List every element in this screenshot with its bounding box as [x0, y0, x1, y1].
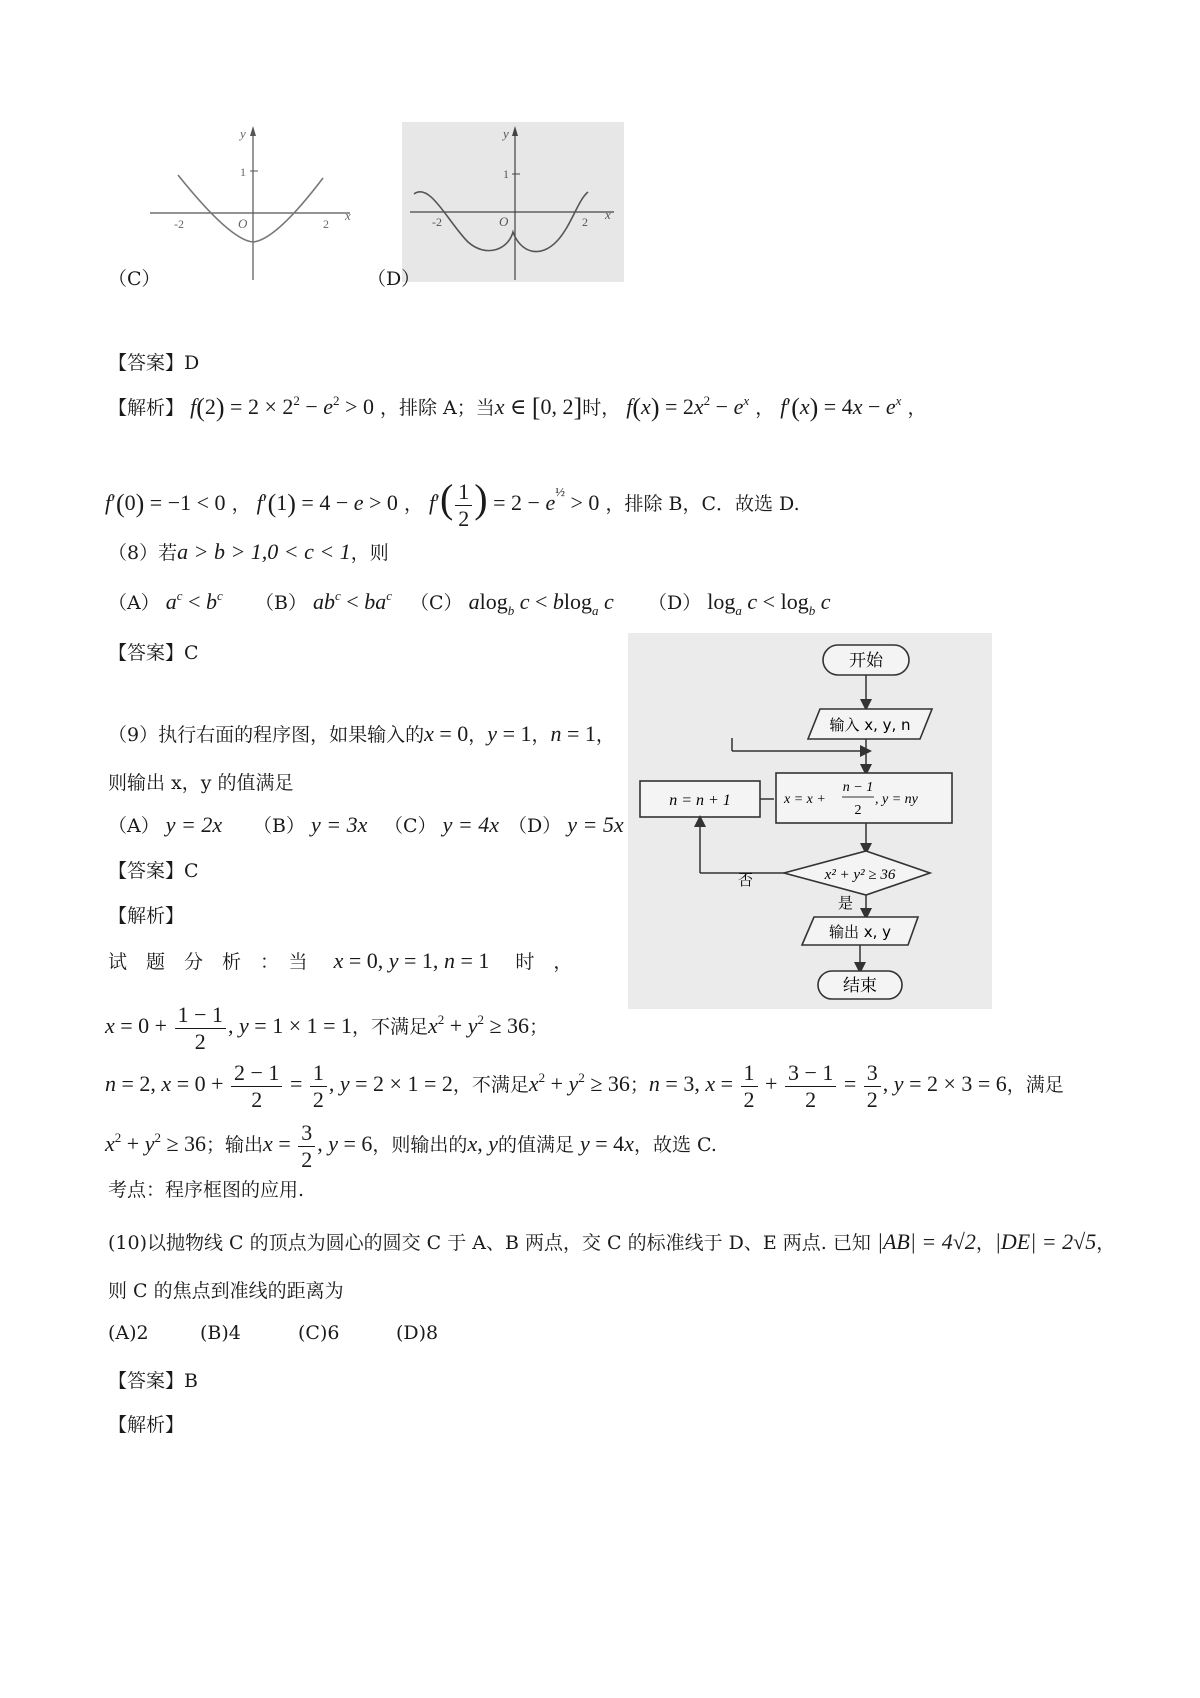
graph-d-origin-label: O [499, 214, 509, 229]
answer-value: C [184, 642, 199, 664]
q7-answer [108, 348, 199, 375]
flow-no-label: 否 [738, 871, 754, 889]
q8-answer [108, 638, 199, 665]
q10-answer [108, 1366, 198, 1393]
graph-d-x-label: x [605, 207, 611, 222]
answer-value: B [184, 1370, 198, 1392]
q8-option-c: （C） [410, 592, 463, 614]
analysis-label: 【解析】 [108, 397, 185, 419]
graph-d-y-label: y [503, 126, 509, 141]
q9-option-b: （B） [253, 815, 305, 837]
flow-update-xy-b: , y = ny [875, 792, 918, 807]
q9-answer [108, 856, 199, 883]
q9-stem-line1: （9）执行右面的程序图，如果输入的x = 0，y = 1，n = 1， [108, 721, 615, 746]
q7-analysis-line2: f′(0) = −1 < 0 ， f′(1) = 4 − e > 0 ， f′( $\frac{1}{2}$ ) = $2 - e^{\frac{1}{2}} > 0$ ，排除 B，C．故选 D. [105, 476, 800, 531]
graph-c-one-label: 1 [240, 165, 246, 179]
graph-c-2-label: 2 [323, 217, 329, 231]
q8-option-b: （B） [255, 592, 307, 614]
q9-option-d: （D） [508, 815, 562, 837]
q10-option-b: (B)4 [200, 1322, 241, 1344]
answer-value: D [184, 352, 200, 374]
graph-d-one-label: 1 [503, 167, 509, 181]
graph-d-option: （D） [367, 268, 421, 290]
q8-condition: a > b > 1,0 < c < 1 [177, 539, 351, 564]
graph-d-2-label: 2 [582, 215, 588, 229]
q9-option-c-value: y = 4x [442, 812, 499, 837]
q9-option-d-wrap [508, 811, 624, 838]
q9-analysis-line3: n = 2, x = 0 + $\frac{2 - 1}{2}$ = $\frac{1}{2}$ , y = 2 × 1 = 2，不满足$x^2 + y^2 \ge 36$；n = 3, x = $\frac{1}{2}$ + $\frac{3 - 1}{2}$ = $\frac{3}{2}$ , y = 2 × 3 = 6，满足 [105, 1059, 1064, 1112]
q9-analysis-start: 试 题 分 析 ： 当 [108, 951, 308, 973]
answer-label: 【答案】 [108, 352, 185, 374]
graph-d [402, 122, 624, 282]
flow-input-label: 输入 x, y, n [829, 716, 911, 734]
q8-options: （A） $a^c < b^c$ [108, 588, 223, 614]
q10-stem-text: (10)以抛物线 C 的顶点为圆心的圆交 C 于 A、B 两点，交 C 的标准线于 D、E 两点. 已知 [108, 1232, 871, 1254]
flow-yes-label: 是 [838, 894, 854, 912]
flow-update-xy-a: x = x + [784, 792, 826, 807]
flow-update-xy-num: n − 1 [842, 780, 874, 795]
q7-text-1: ，排除 A；当 [380, 397, 495, 419]
q9-option-a-value: y = 2x [165, 812, 223, 837]
q9-option-c-wrap [384, 811, 499, 838]
q10-de: |DE| = 2√5 [994, 1229, 1097, 1254]
q8-option-c-wrap: （C） alog$_b$ c < blog$_a$ c [410, 589, 614, 618]
q7-text-2: 时， [582, 397, 621, 419]
graph-c [140, 120, 365, 285]
q9-stem-text: （9）执行右面的程序图，如果输入的 [108, 724, 425, 746]
q9-when: 时 ， [515, 951, 573, 973]
graph-c-y-label: y [240, 126, 246, 141]
q8-number: （8）若 [108, 542, 178, 564]
flowchart-svg [628, 633, 992, 1009]
formula: f [190, 394, 197, 419]
flow-update-xy-den: 2 [854, 803, 862, 818]
answer-value: C [184, 860, 199, 882]
q8-stem [108, 538, 389, 565]
q8-option-b-wrap: （B） $ab^c < ba^c$ [255, 588, 392, 614]
flowchart [628, 633, 992, 1009]
q9-analysis-line4: $x^2 + y^2 \ge 36$；输出x = $\frac{3}{2}$ , y = 6，则输出的x, y的值满足 y = 4x，故选 C. [105, 1119, 717, 1172]
q9-option-b-value: y = 3x [311, 812, 368, 837]
q9-option-a: （A） [108, 815, 160, 837]
flow-output-label: 输出 x, y [828, 923, 892, 941]
q8-option-d-wrap: （D） $\log_a c < \log_b c$ [648, 589, 831, 618]
q9-option-d-value: y = 5x [567, 812, 624, 837]
graph-c-plot [140, 120, 365, 285]
flow-update-n-label: n = n + 1 [669, 792, 731, 809]
q9-analysis-line1: 试 题 分 析 ： 当 x = 0, y = 1, n = 1 时 ， [108, 948, 573, 973]
answer-label: 【答案】 [108, 1370, 185, 1392]
q9-stem-line2: 则输出 x，y 的值满足 [108, 772, 294, 794]
q9-analysis-label: 【解析】 [108, 905, 185, 927]
q9-option-b-wrap [253, 811, 367, 838]
q7-analysis-line1: 【解析】 $f(2) = 2 \times 2^2 - e^2 > 0$ ，排除 A；当x ∈ [0, 2]时， $f(x) = 2x^2 - e^x$ ， $f'(x) = 4x - e^x$ ， [108, 393, 927, 422]
q9-analysis-line2: x = 0 + $\frac{1 - 1}{2}$ , y = 1 × 1 = 1，不满足$x^2 + y^2 \ge 36$； [105, 1001, 549, 1054]
answer-label: 【答案】 [108, 860, 185, 882]
answer-label: 【答案】 [108, 642, 185, 664]
flow-end-label: 结束 [843, 976, 877, 996]
graph-c-neg2-label: -2 [174, 217, 184, 231]
q7-text-3: ，排除 B，C．故选 D. [605, 493, 800, 515]
graph-c-x-label: x [345, 208, 351, 223]
q9-options [108, 811, 222, 838]
q8-option-a: （A） [108, 592, 160, 614]
graph-d-plot [402, 122, 624, 282]
q9-option-c: （C） [384, 815, 437, 837]
graph-c-origin-label: O [238, 216, 248, 231]
q9-kaodian: 考点：程序框图的应用. [108, 1179, 305, 1201]
graph-c-option: （C） [108, 268, 161, 290]
q8-tail: ，则 [350, 542, 389, 564]
q10-option-d: (D)8 [396, 1322, 439, 1344]
flow-decision-label: x² + y² ≥ 36 [824, 867, 896, 883]
graph-d-neg2-label: -2 [432, 215, 442, 229]
q8-option-d: （D） [648, 592, 702, 614]
q10-option-a: (A)2 [108, 1322, 149, 1344]
q10-option-c: (C)6 [298, 1322, 340, 1344]
q10-ab: |AB| = 4√2 [876, 1229, 976, 1254]
q10-stem-line1: (10)以抛物线 C 的顶点为圆心的圆交 C 于 A、B 两点，交 C 的标准线于 D、E 两点. 已知 |AB| = 4√2，|DE| = 2√5， [108, 1229, 1116, 1254]
flow-start-label: 开始 [849, 651, 883, 671]
q10-stem-line2: 则 C 的焦点到准线的距离为 [108, 1280, 344, 1302]
q10-analysis-label: 【解析】 [108, 1414, 185, 1436]
